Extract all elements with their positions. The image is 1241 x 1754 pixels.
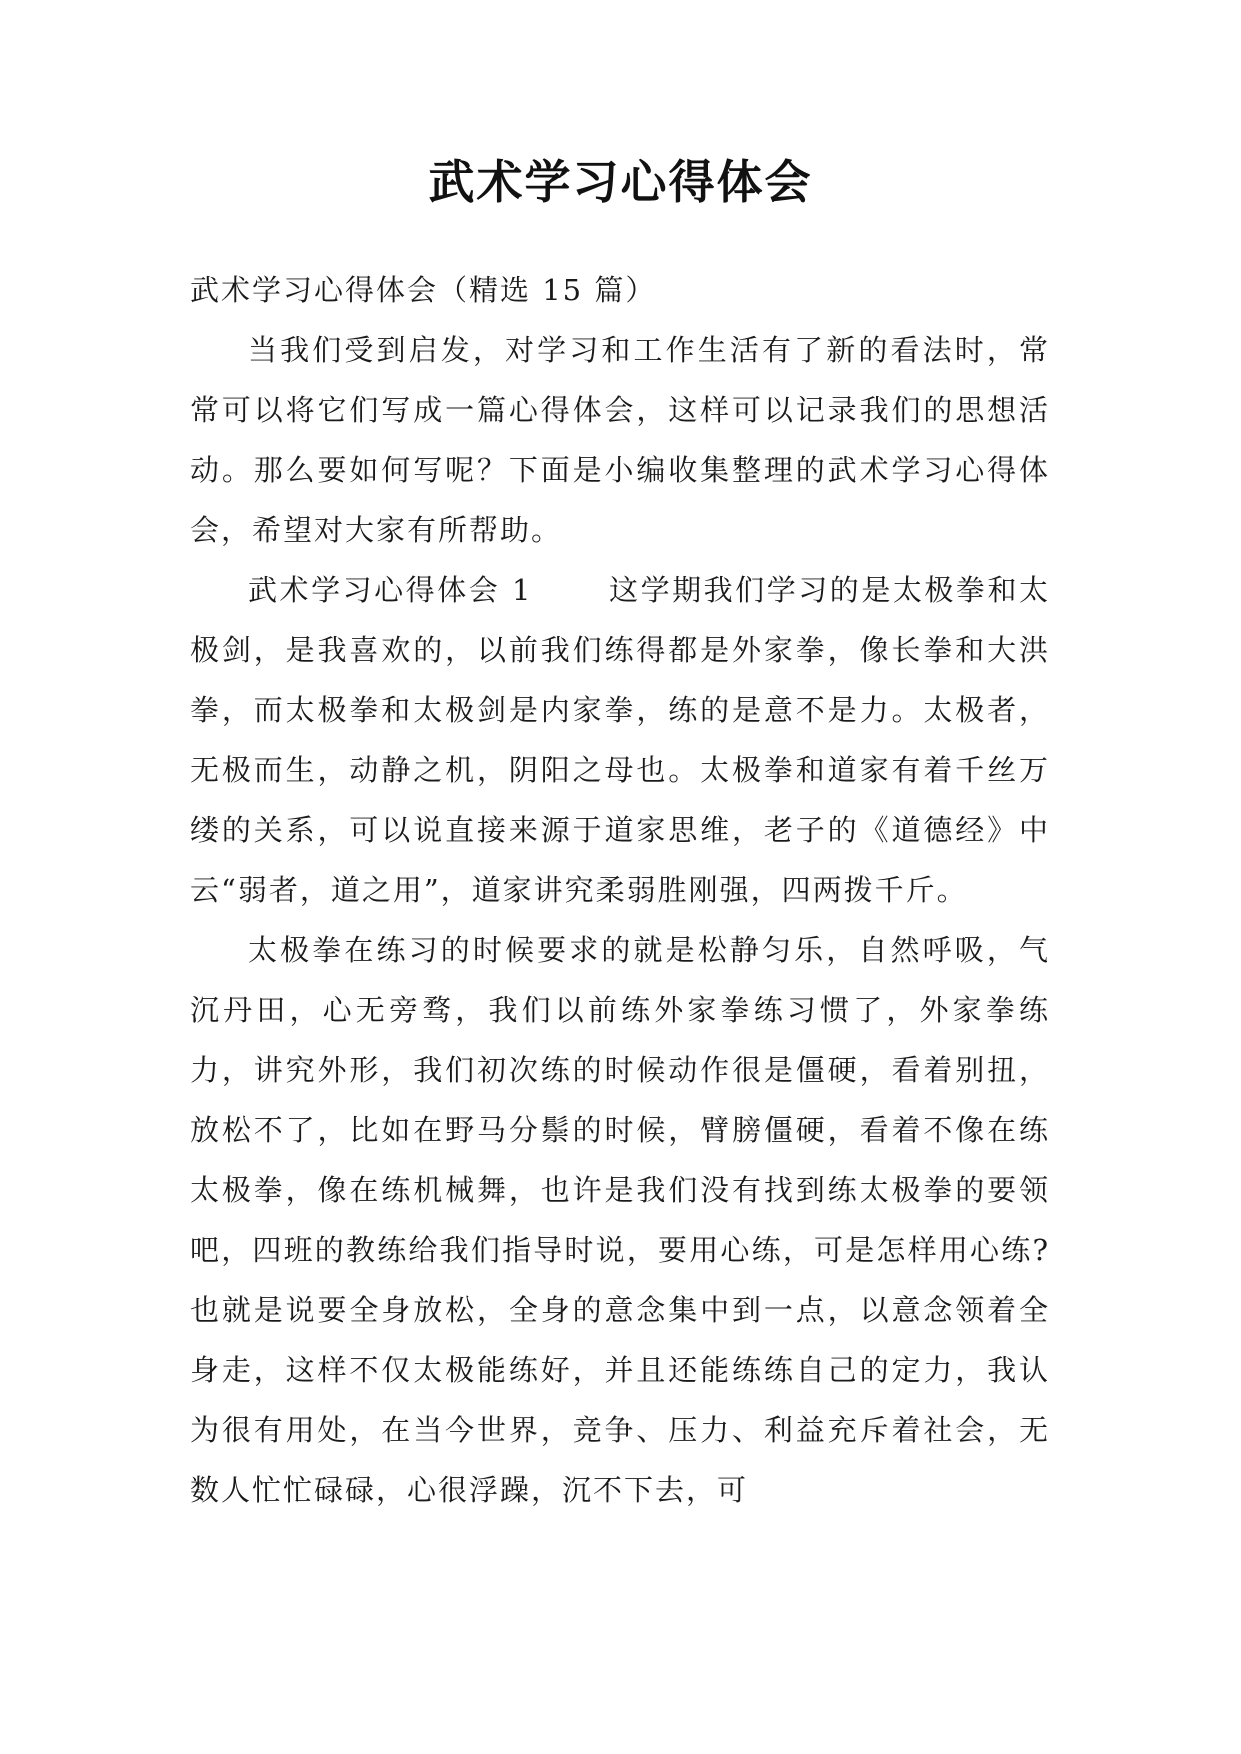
intro-paragraph: 当我们受到启发，对学习和工作生活有了新的看法时，常常可以将它们写成一篇心得体会，这样可以记录我们的思想活动。那么要如何写呢？下面是小编收集整理的武术学习心得体会，希望对大家有所帮助。 — [190, 333, 1050, 547]
document-body — [190, 260, 1050, 1520]
section-1-paragraph-1-text: 这学期我们学习的是太极拳和太极剑，是我喜欢的，以前我们练得都是外家拳，像长拳和大洪拳，而太极拳和太极剑是内家拳，练的是意不是力。太极者，无极而生，动静之机，阴阳之母也。太极拳和道家有着千丝万缕的关系，可以说直接来源于道家思维，老子的《道德经》中云“弱者，道之用”，道家讲究柔弱胜刚强，四两拨千斤。 — [190, 573, 1050, 907]
section-1-paragraph-2: 太极拳在练习的时候要求的就是松静匀乐，自然呼吸，气沉丹田，心无旁骛，我们以前练外家拳练习惯了，外家拳练力，讲究外形，我们初次练的时候动作很是僵硬，看着别扭，放松不了，比如在野马分鬃的时候，臂膀僵硬，看着不像在练太极拳，像在练机械舞，也许是我们没有找到练太极拳的要领吧，四班的教练给我们指导时说，要用心练，可是怎样用心练?也就是说要全身放松，全身的意念集中到一点，以意念领着全身走，这样不仅太极能练好，并且还能练练自己的定力，我认为很有用处，在当今世界，竞争、压力、利益充斥着社会，无数人忙忙碌碌，心很浮躁，沉不下去，可 — [190, 933, 1050, 1507]
document-subtitle: 武术学习心得体会（精选 15 篇） — [190, 273, 657, 307]
section-1-heading: 武术学习心得体会 1 — [248, 573, 533, 607]
section-1-paragraph-1 — [190, 560, 1050, 920]
document-title: 武术学习心得体会 — [428, 155, 813, 209]
